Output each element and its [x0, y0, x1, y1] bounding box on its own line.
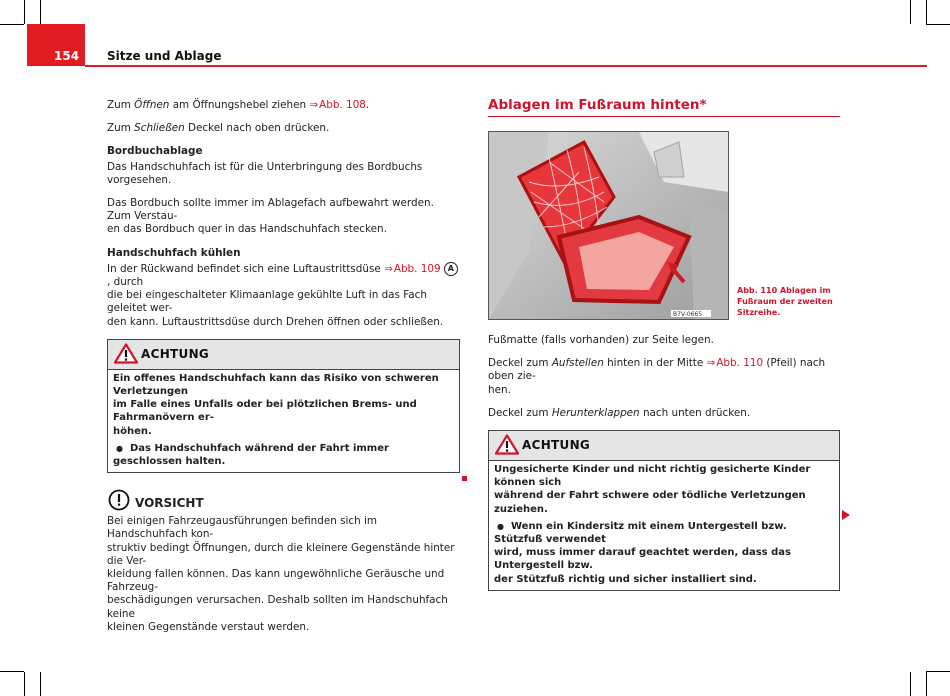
crop-mark [24, 672, 25, 696]
bullet-icon: ● [116, 443, 123, 453]
warning-header [108, 340, 459, 370]
crop-mark [0, 671, 24, 672]
footwell-illustration [489, 132, 728, 319]
subheading-bordbuch: Bordbuchablage [107, 145, 203, 158]
paragraph-bordbuch-1: Das Handschuhfach ist für die Unterbringung des Bordbuchs vorgesehen. [107, 160, 423, 186]
arrow-ref-icon: ⇒ [309, 99, 319, 111]
warning-header [489, 431, 839, 461]
callout-a-icon: A [444, 262, 458, 276]
crop-mark [0, 24, 24, 25]
warning-body: Ungesicherte Kinder und nicht richtig gesicherte Kinder können sich während der Fahrt schwere oder tödliche Verletzungen zuziehen. ● Wenn ein Kindersitz mit einem Untergestell bzw. Stützfuß verwendet wird, muss immer darauf geachtet werden, dass das Untergestell bzw. der Stützfuß richtig und sicher installiert sind. [489, 461, 839, 590]
warning-triangle-icon [114, 343, 138, 364]
figure-caption: Abb. 110 Ablagen im Fußraum der zweiten Sitzreihe. [737, 286, 833, 317]
figure-link[interactable]: Abb. 110 [716, 357, 764, 370]
warning-title: ACHTUNG [141, 346, 210, 361]
warning-bullet-item: ● Das Handschuhfach während der Fahrt immer geschlossen halten. [113, 442, 389, 468]
crop-mark [926, 672, 927, 696]
chapter-title: Sitze und Ablage [107, 49, 222, 63]
arrow-ref-icon: ⇒ [384, 262, 393, 275]
warning-box [107, 339, 460, 473]
figure-link[interactable]: Abb. 108 [319, 99, 366, 111]
section-title: Ablagen im Fußraum hinten* [488, 97, 707, 113]
caution-title: VORSICHT [135, 496, 204, 511]
continue-arrow-icon [842, 510, 850, 520]
right-column [488, 334, 840, 591]
crop-mark [24, 0, 25, 24]
section-end-marker [462, 476, 467, 481]
figure-code: B7V-0665 [673, 311, 703, 318]
crop-mark [926, 24, 950, 25]
paragraph-mat: Fußmatte (falls vorhanden) zur Seite legen. [488, 334, 714, 346]
arrow-ref-icon: ⇒ [706, 357, 716, 370]
crop-mark [40, 0, 41, 24]
warning-triangle-icon [495, 434, 519, 455]
subheading-kuehlen: Handschuhfach kühlen [107, 246, 241, 259]
paragraph-lower-lid: Deckel zum Herunterklappen nach unten drücken. [488, 406, 751, 419]
caution-exclamation-icon [108, 489, 130, 511]
crop-mark [910, 672, 911, 696]
crop-mark [40, 672, 41, 696]
caution-body: Bei einigen Fahrzeugausführungen befinden sich im Handschuhfach kon- struktiv bedingt Öffnungen, durch die kleinere Gegenstände hinter die Ver- kleidung fallen können. Das kann ungewöhnliche Geräusche und Fahrzeug- beschädigungen verursachen. Deshalb sollten im Handschuhfach keine kleinen Gegenstände verstaut werden. [107, 515, 455, 633]
page-number: 154 [54, 49, 80, 63]
caution-header [107, 489, 460, 515]
header-rule [85, 65, 927, 67]
warning-box [488, 430, 840, 591]
bullet-icon: ● [497, 521, 504, 531]
figure-footwell-storage [488, 131, 729, 320]
warning-title: ACHTUNG [522, 438, 591, 453]
paragraph-kuehlen: In der Rückwand befindet sich eine Luftaustrittsdüse ⇒ Abb. 109 A, durch die bei eingeschalteter Klimaanlage gekühlte Luft in das Fach geleitet wer- den kann. Luftaustrittsdüse durch Drehen öffnen oder schließen. [107, 262, 460, 329]
crop-mark [910, 0, 911, 24]
crop-mark [926, 671, 950, 672]
paragraph-raise-lid: Deckel zum Aufstellen hinten in der Mitte ⇒ Abb. 110 (Pfeil) nach oben zie- hen. [488, 357, 826, 396]
paragraph-close: Zum Schließen Deckel nach oben drücken. [107, 122, 330, 135]
warning-body: Ein offenes Handschuhfach kann das Risiko von schweren Verletzungen im Falle eines Unfalls oder bei plötzlichen Brems- und Fahrmanövern er- höhen. ● Das Handschuhfach während der Fahrt immer geschlossen halten. [108, 370, 459, 472]
warning-bullet-item: ● Wenn ein Kindersitz mit einem Untergestell bzw. Stützfuß verwendet [494, 520, 787, 546]
section-rule [488, 116, 840, 117]
paragraph-open: Zum Öffnen am Öffnungshebel ziehen ⇒ Abb. 108. [107, 99, 370, 111]
paragraph-bordbuch-2: Das Bordbuch sollte immer im Ablagefach aufbewahrt werden. Zum Verstau- en das Bordbuch quer in das Handschuhfach stecken. [107, 197, 434, 236]
figure-link[interactable]: Abb. 109 [393, 262, 441, 275]
left-column [107, 99, 460, 634]
crop-mark [926, 0, 927, 24]
